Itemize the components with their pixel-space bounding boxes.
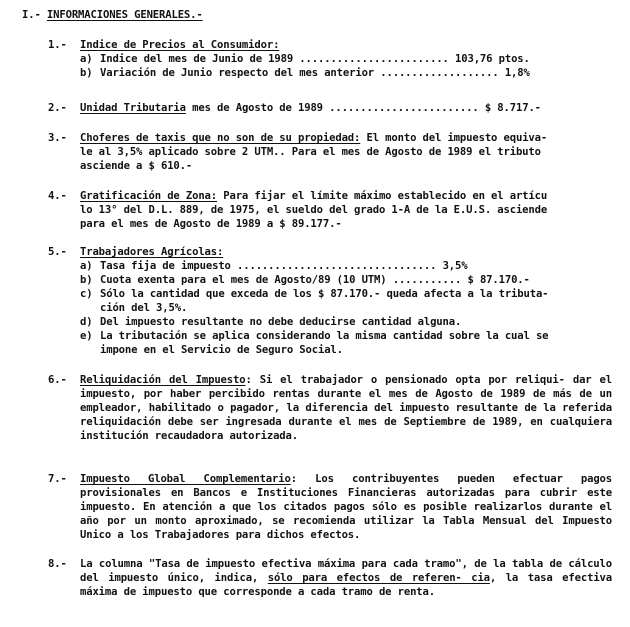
item-title: Choferes de taxis que no son de su propiedad: bbox=[80, 132, 361, 144]
item-text: mes de Agosto de 1989 ........................ bbox=[185, 102, 479, 114]
subitem-text: Variación de Junio respecto del mes anterior bbox=[100, 67, 375, 79]
item-number: 7.- bbox=[48, 473, 67, 485]
dot-leader: ........................ bbox=[293, 53, 449, 65]
subitem-e-continued bbox=[80, 343, 620, 357]
item-text: : Los contribuyentes pueden efectuar pagos provisionales en Bancos e Instituciones Financieras autorizadas para cubrir este impuesto. En atención a que los citados pagos sólo es posible realizarlos durante el año por un monto aproximado, se recomienda utilizar la Tabla Mensual del Impuesto Unico a los Trabajadores para dichos efectos. bbox=[80, 473, 613, 541]
subitem-tag: d) bbox=[80, 316, 93, 328]
subitem-text: Indice del mes de Junio de 1989 bbox=[100, 53, 294, 65]
dot-leader: ........... bbox=[386, 274, 462, 286]
subitem-a bbox=[80, 52, 620, 66]
item-1-consumer-price-index bbox=[48, 38, 620, 80]
item-text: Para fijar el límite máximo establecido en el artícu bbox=[217, 190, 548, 202]
item-5-agricultural-workers bbox=[48, 245, 620, 357]
item-text: para el mes de Agosto de 1989 a $ 89.177.- bbox=[80, 218, 342, 230]
subitem-text: Sólo la cantidad que exceda de los $ 87.170.- queda afecta a la tributa- bbox=[100, 288, 549, 300]
dot-leader: ................... bbox=[374, 67, 499, 79]
subitem-text: Tasa fija de impuesto bbox=[100, 260, 231, 272]
section-heading bbox=[22, 8, 203, 22]
item-number: 5.- bbox=[48, 246, 67, 258]
item-number: 8.- bbox=[48, 558, 67, 570]
subitem-tag: a) bbox=[80, 260, 93, 272]
subitem-text: La tributación se aplica considerando la misma cantidad sobre la cual se bbox=[100, 330, 549, 342]
item-number: 6.- bbox=[48, 374, 67, 386]
subitem-value: $ 87.170.- bbox=[467, 274, 530, 286]
item-title: Trabajadores Agrícolas: bbox=[80, 246, 224, 258]
item-title: Indice de Precios al Consumidor: bbox=[80, 39, 280, 51]
item-paragraph bbox=[80, 472, 612, 542]
subitem-tag: e) bbox=[80, 330, 93, 342]
item-7-global-complementary-tax bbox=[48, 472, 620, 542]
item-paragraph bbox=[80, 557, 612, 599]
subitem-value: 103,76 ptos. bbox=[455, 53, 530, 65]
item-title: Impuesto Global Complementario bbox=[80, 473, 291, 485]
subitem-text: Del impuesto resultante no debe deducirse cantidad alguna. bbox=[100, 316, 462, 328]
subitem-tag: a) bbox=[80, 53, 93, 65]
item-paragraph bbox=[80, 373, 612, 443]
item-number: 1.- bbox=[48, 39, 67, 51]
item-2-tax-unit bbox=[48, 101, 620, 115]
subitem-c-continued bbox=[80, 301, 620, 315]
subitem-tag: c) bbox=[80, 288, 93, 300]
dot-leader: ................................ bbox=[230, 260, 437, 272]
item-text: , la tasa efectiva máxima de impuesto que corresponde a cada tramo de renta. bbox=[80, 572, 613, 598]
subitem-tag: b) bbox=[80, 274, 93, 286]
item-value: $ 8.717.- bbox=[484, 102, 541, 114]
subitem-value: 3,5% bbox=[442, 260, 468, 272]
item-text: lo 13° del D.L. 889, de 1975, el sueldo del grado 1-A de la E.U.S. asciende bbox=[80, 204, 548, 216]
subitem-text: Cuota exenta para el mes de Agosto/89 (10 UTM) bbox=[100, 274, 387, 286]
subitem-d bbox=[80, 315, 620, 329]
item-text: El monto del impuesto equiva- bbox=[360, 132, 548, 144]
item-6-tax-reliquidation bbox=[48, 373, 620, 443]
item-title: Gratificación de Zona: bbox=[80, 190, 218, 202]
item-text: La columna "Tasa de impuesto efectiva máxima para cada tramo", de la tabla de cálculo del impuesto único, indica, bbox=[80, 558, 612, 584]
subitem-text: impone en el Servicio de Seguro Social. bbox=[100, 344, 343, 356]
subitem-e bbox=[80, 329, 620, 343]
subitem-text: ción del 3,5%. bbox=[100, 302, 188, 314]
subitem-c bbox=[80, 287, 620, 301]
heading-title: INFORMACIONES GENERALES.- bbox=[46, 9, 203, 21]
heading-roman-numeral: I.- bbox=[22, 9, 41, 21]
item-text: : Si el trabajador o pensionado opta por reliqui- dar el impuesto, por haber percibido rentas durante el mes de Agosto de 1989 de más de un empleador, habilitado o pagador, la diferencia del impuesto resultante de la referida reliquidación debe ser ingresada durante el mes de Septiembre de 1989, en cualquiera institución recaudadora autorizada. bbox=[80, 374, 612, 442]
item-8-effective-tax-rate-note bbox=[48, 557, 620, 599]
item-number: 2.- bbox=[48, 102, 67, 114]
item-3-taxi-drivers bbox=[48, 131, 620, 173]
subitem-b bbox=[80, 273, 620, 287]
subitem-b bbox=[80, 66, 620, 80]
subitem-a bbox=[80, 259, 620, 273]
subitem-value: 1,8% bbox=[504, 67, 530, 79]
item-title: Reliquidación del Impuesto bbox=[80, 374, 246, 386]
item-4-zone-bonus bbox=[48, 189, 620, 231]
item-emphasis: sólo para efectos de referen- cia bbox=[267, 572, 490, 584]
item-number: 3.- bbox=[48, 132, 67, 144]
item-text: le al 3,5% aplicado sobre 2 UTM.. Para el mes de Agosto de 1989 el tributo bbox=[80, 146, 541, 158]
item-title: Unidad Tributaria bbox=[80, 102, 186, 114]
item-number: 4.- bbox=[48, 190, 67, 202]
subitem-tag: b) bbox=[80, 67, 93, 79]
item-text: asciende a $ 610.- bbox=[80, 160, 193, 172]
